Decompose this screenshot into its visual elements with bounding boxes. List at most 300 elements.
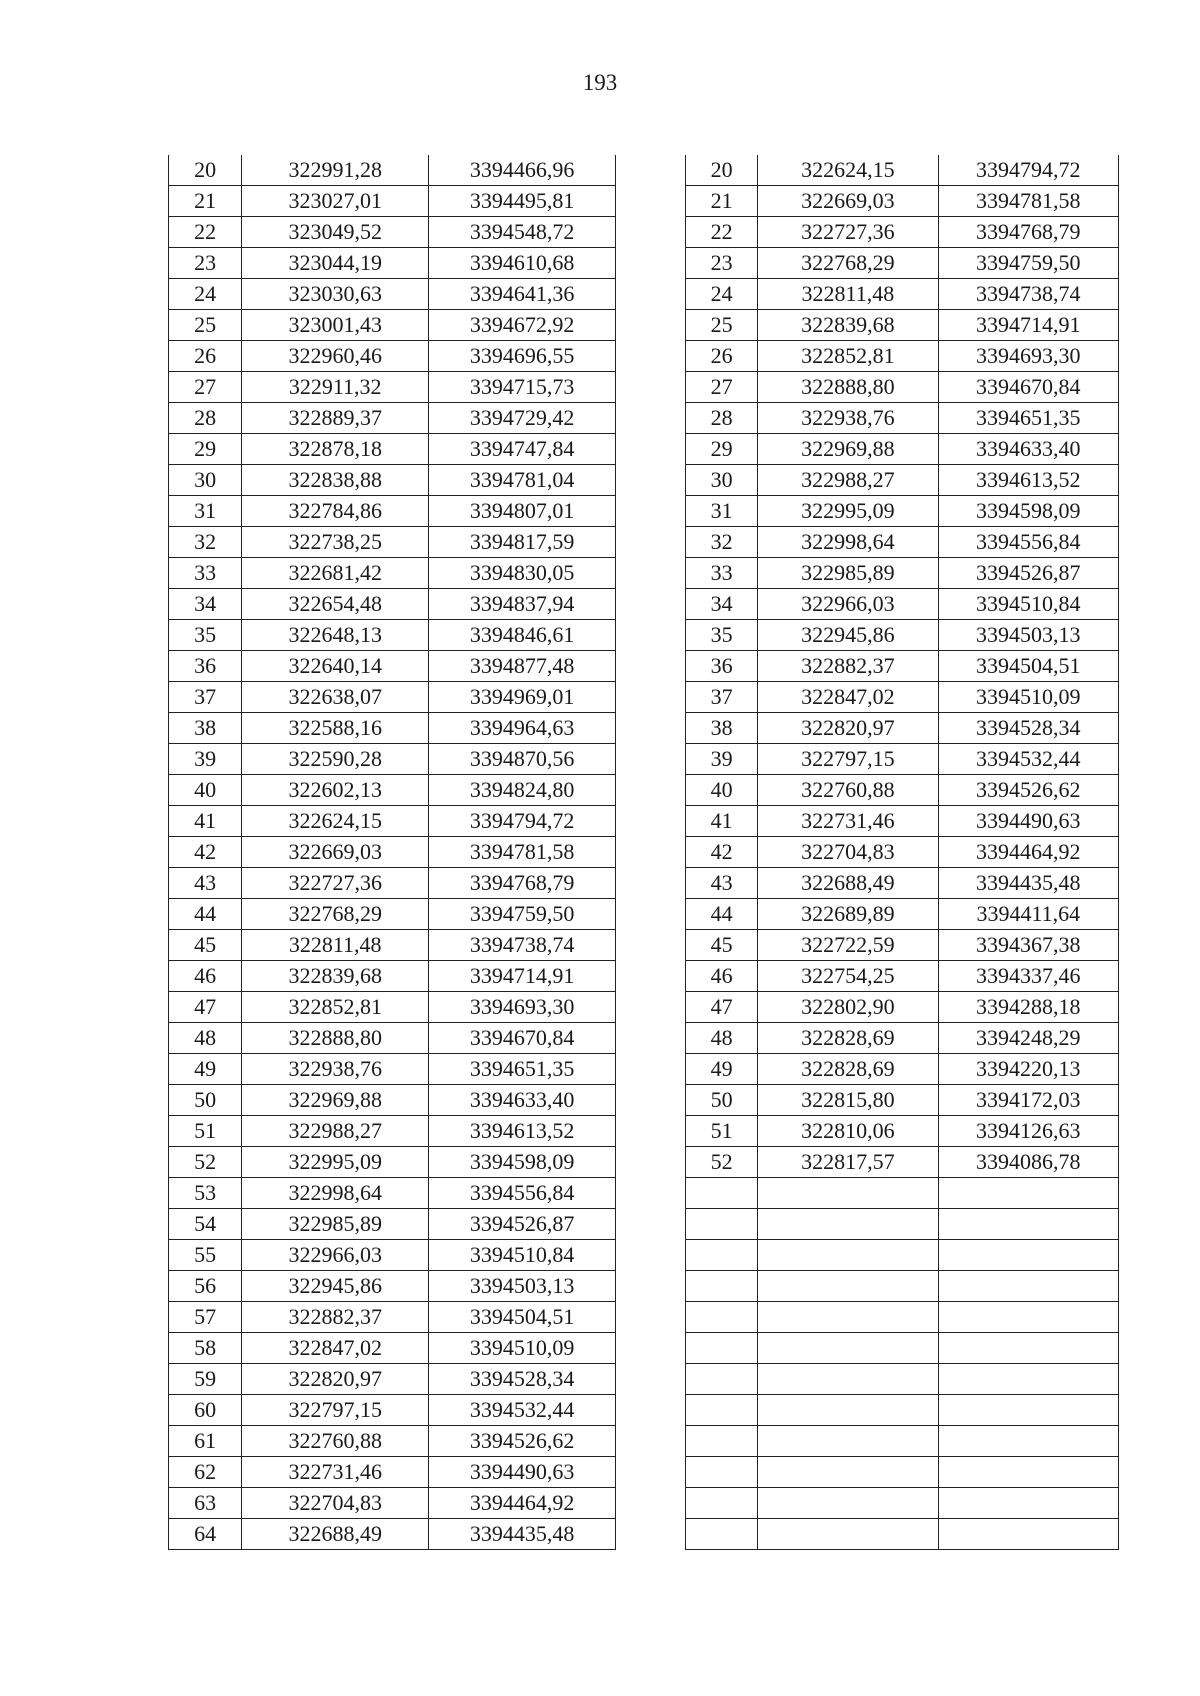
y-coordinate-cell: 3394768,79 [938, 217, 1118, 248]
point-number-cell [686, 1178, 758, 1209]
y-coordinate-cell [938, 1364, 1118, 1395]
point-number-cell: 34 [169, 589, 242, 620]
table-row [686, 1116, 1119, 1147]
x-coordinate-cell: 322731,46 [242, 1457, 429, 1488]
y-coordinate-cell: 3394248,29 [938, 1023, 1118, 1054]
x-coordinate-cell: 322839,68 [758, 310, 938, 341]
table-row [686, 1333, 1119, 1364]
table-row [169, 279, 616, 310]
table-row [169, 310, 616, 341]
x-coordinate-cell: 322768,29 [242, 899, 429, 930]
y-coordinate-cell: 3394781,58 [429, 837, 616, 868]
table-row [169, 372, 616, 403]
y-coordinate-cell: 3394613,52 [938, 465, 1118, 496]
table-row [686, 279, 1119, 310]
table-row [169, 1364, 616, 1395]
x-coordinate-cell: 322640,14 [242, 651, 429, 682]
x-coordinate-cell: 322817,57 [758, 1147, 938, 1178]
point-number-cell: 52 [169, 1147, 242, 1178]
point-number-cell: 62 [169, 1457, 242, 1488]
table-row [169, 465, 616, 496]
x-coordinate-cell: 322689,89 [758, 899, 938, 930]
y-coordinate-cell: 3394738,74 [938, 279, 1118, 310]
point-number-cell: 26 [686, 341, 758, 372]
table-row [686, 341, 1119, 372]
x-coordinate-cell: 322738,25 [242, 527, 429, 558]
x-coordinate-cell: 322760,88 [758, 775, 938, 806]
table-row [169, 496, 616, 527]
point-number-cell: 59 [169, 1364, 242, 1395]
point-number-cell: 32 [169, 527, 242, 558]
x-coordinate-cell: 323030,63 [242, 279, 429, 310]
y-coordinate-cell: 3394526,62 [429, 1426, 616, 1457]
table-row [169, 1240, 616, 1271]
point-number-cell: 28 [169, 403, 242, 434]
x-coordinate-cell: 322969,88 [758, 434, 938, 465]
y-coordinate-cell: 3394729,42 [429, 403, 616, 434]
y-coordinate-cell: 3394969,01 [429, 682, 616, 713]
y-coordinate-cell: 3394528,34 [938, 713, 1118, 744]
x-coordinate-cell [758, 1426, 938, 1457]
y-coordinate-cell: 3394714,91 [429, 961, 616, 992]
point-number-cell: 32 [686, 527, 758, 558]
table-row [169, 403, 616, 434]
x-coordinate-cell: 322590,28 [242, 744, 429, 775]
point-number-cell: 44 [169, 899, 242, 930]
y-coordinate-cell: 3394504,51 [938, 651, 1118, 682]
y-coordinate-cell: 3394526,87 [938, 558, 1118, 589]
x-coordinate-cell: 322669,03 [758, 186, 938, 217]
x-coordinate-cell: 322704,83 [242, 1488, 429, 1519]
left-table-body [169, 155, 616, 1550]
y-coordinate-cell: 3394837,94 [429, 589, 616, 620]
y-coordinate-cell: 3394817,59 [429, 527, 616, 558]
y-coordinate-cell: 3394651,35 [429, 1054, 616, 1085]
point-number-cell: 49 [686, 1054, 758, 1085]
table-row [169, 1209, 616, 1240]
table-row [686, 899, 1119, 930]
y-coordinate-cell: 3394510,84 [429, 1240, 616, 1271]
x-coordinate-cell [758, 1302, 938, 1333]
x-coordinate-cell [758, 1488, 938, 1519]
x-coordinate-cell: 322838,88 [242, 465, 429, 496]
table-row [686, 1426, 1119, 1457]
y-coordinate-cell: 3394738,74 [429, 930, 616, 961]
table-row [686, 403, 1119, 434]
x-coordinate-cell: 322839,68 [242, 961, 429, 992]
table-row [686, 1488, 1119, 1519]
y-coordinate-cell: 3394288,18 [938, 992, 1118, 1023]
table-row [686, 1271, 1119, 1302]
point-number-cell: 53 [169, 1178, 242, 1209]
point-number-cell: 30 [686, 465, 758, 496]
x-coordinate-cell: 322998,64 [758, 527, 938, 558]
table-row [169, 341, 616, 372]
point-number-cell [686, 1457, 758, 1488]
table-row [169, 744, 616, 775]
point-number-cell: 57 [169, 1302, 242, 1333]
left-coordinates-table [168, 155, 616, 1550]
point-number-cell: 24 [169, 279, 242, 310]
table-row [169, 589, 616, 620]
y-coordinate-cell: 3394466,96 [429, 155, 616, 186]
x-coordinate-cell: 323001,43 [242, 310, 429, 341]
table-row [169, 558, 616, 589]
y-coordinate-cell: 3394495,81 [429, 186, 616, 217]
point-number-cell [686, 1302, 758, 1333]
right-coordinates-table [685, 155, 1119, 1550]
x-coordinate-cell: 322802,90 [758, 992, 938, 1023]
x-coordinate-cell [758, 1395, 938, 1426]
point-number-cell [686, 1271, 758, 1302]
x-coordinate-cell: 322960,46 [242, 341, 429, 372]
y-coordinate-cell [938, 1488, 1118, 1519]
point-number-cell: 48 [169, 1023, 242, 1054]
x-coordinate-cell: 322995,09 [242, 1147, 429, 1178]
y-coordinate-cell [938, 1333, 1118, 1364]
table-row [169, 992, 616, 1023]
y-coordinate-cell: 3394526,62 [938, 775, 1118, 806]
x-coordinate-cell: 322998,64 [242, 1178, 429, 1209]
y-coordinate-cell: 3394510,09 [429, 1333, 616, 1364]
y-coordinate-cell: 3394598,09 [938, 496, 1118, 527]
page-number: 193 [582, 70, 618, 95]
x-coordinate-cell: 322985,89 [758, 558, 938, 589]
table-row [686, 372, 1119, 403]
table-row [169, 434, 616, 465]
table-row [686, 1519, 1119, 1550]
point-number-cell: 40 [169, 775, 242, 806]
y-coordinate-cell: 3394598,09 [429, 1147, 616, 1178]
point-number-cell: 21 [169, 186, 242, 217]
x-coordinate-cell: 322811,48 [242, 930, 429, 961]
x-coordinate-cell: 322727,36 [758, 217, 938, 248]
x-coordinate-cell: 322938,76 [758, 403, 938, 434]
y-coordinate-cell: 3394877,48 [429, 651, 616, 682]
y-coordinate-cell: 3394610,68 [429, 248, 616, 279]
x-coordinate-cell: 322722,59 [758, 930, 938, 961]
table-row [169, 1426, 616, 1457]
x-coordinate-cell: 322727,36 [242, 868, 429, 899]
x-coordinate-cell: 322995,09 [758, 496, 938, 527]
x-coordinate-cell: 322991,28 [242, 155, 429, 186]
y-coordinate-cell: 3394411,64 [938, 899, 1118, 930]
point-number-cell: 31 [169, 496, 242, 527]
x-coordinate-cell: 322754,25 [758, 961, 938, 992]
point-number-cell: 21 [686, 186, 758, 217]
point-number-cell: 44 [686, 899, 758, 930]
table-row [686, 527, 1119, 558]
table-row [169, 1147, 616, 1178]
point-number-cell: 47 [686, 992, 758, 1023]
y-coordinate-cell: 3394220,13 [938, 1054, 1118, 1085]
x-coordinate-cell: 323027,01 [242, 186, 429, 217]
y-coordinate-cell: 3394693,30 [429, 992, 616, 1023]
point-number-cell: 46 [686, 961, 758, 992]
x-coordinate-cell: 322688,49 [242, 1519, 429, 1550]
point-number-cell: 22 [169, 217, 242, 248]
y-coordinate-cell: 3394464,92 [429, 1488, 616, 1519]
table-row [686, 775, 1119, 806]
table-row [686, 589, 1119, 620]
y-coordinate-cell: 3394846,61 [429, 620, 616, 651]
x-coordinate-cell: 322852,81 [242, 992, 429, 1023]
y-coordinate-cell [938, 1457, 1118, 1488]
table-row [686, 1240, 1119, 1271]
point-number-cell: 36 [686, 651, 758, 682]
table-row [686, 1023, 1119, 1054]
table-row [169, 1178, 616, 1209]
point-number-cell: 56 [169, 1271, 242, 1302]
y-coordinate-cell: 3394633,40 [938, 434, 1118, 465]
table-row [169, 1023, 616, 1054]
x-coordinate-cell [758, 1209, 938, 1240]
y-coordinate-cell: 3394670,84 [429, 1023, 616, 1054]
table-row [169, 868, 616, 899]
table-row [686, 1457, 1119, 1488]
x-coordinate-cell: 322797,15 [758, 744, 938, 775]
point-number-cell: 20 [169, 155, 242, 186]
y-coordinate-cell [938, 1302, 1118, 1333]
point-number-cell: 34 [686, 589, 758, 620]
table-row [169, 930, 616, 961]
y-coordinate-cell [938, 1426, 1118, 1457]
table-row [686, 558, 1119, 589]
table-row [169, 1457, 616, 1488]
y-coordinate-cell: 3394794,72 [938, 155, 1118, 186]
x-coordinate-cell: 322820,97 [758, 713, 938, 744]
x-coordinate-cell: 322828,69 [758, 1054, 938, 1085]
x-coordinate-cell [758, 1178, 938, 1209]
x-coordinate-cell: 322810,06 [758, 1116, 938, 1147]
y-coordinate-cell: 3394714,91 [938, 310, 1118, 341]
point-number-cell: 42 [169, 837, 242, 868]
x-coordinate-cell: 322847,02 [758, 682, 938, 713]
x-coordinate-cell [758, 1457, 938, 1488]
table-row [686, 496, 1119, 527]
point-number-cell: 30 [169, 465, 242, 496]
y-coordinate-cell: 3394503,13 [429, 1271, 616, 1302]
y-coordinate-cell: 3394532,44 [938, 744, 1118, 775]
x-coordinate-cell: 322602,13 [242, 775, 429, 806]
y-coordinate-cell [938, 1178, 1118, 1209]
point-number-cell: 60 [169, 1395, 242, 1426]
x-coordinate-cell: 322654,48 [242, 589, 429, 620]
y-coordinate-cell: 3394503,13 [938, 620, 1118, 651]
point-number-cell: 50 [169, 1085, 242, 1116]
y-coordinate-cell: 3394672,92 [429, 310, 616, 341]
y-coordinate-cell: 3394768,79 [429, 868, 616, 899]
table-row [686, 1147, 1119, 1178]
y-coordinate-cell: 3394807,01 [429, 496, 616, 527]
table-row [169, 682, 616, 713]
x-coordinate-cell: 322638,07 [242, 682, 429, 713]
point-number-cell: 51 [169, 1116, 242, 1147]
table-row [686, 1302, 1119, 1333]
table-row [686, 434, 1119, 465]
table-row [169, 186, 616, 217]
point-number-cell: 45 [686, 930, 758, 961]
point-number-cell: 63 [169, 1488, 242, 1519]
x-coordinate-cell: 322888,80 [758, 372, 938, 403]
point-number-cell [686, 1364, 758, 1395]
point-number-cell [686, 1519, 758, 1550]
point-number-cell: 43 [686, 868, 758, 899]
table-row [169, 775, 616, 806]
table-row [169, 1302, 616, 1333]
x-coordinate-cell: 322768,29 [758, 248, 938, 279]
table-row [686, 155, 1119, 186]
point-number-cell [686, 1240, 758, 1271]
x-coordinate-cell [758, 1519, 938, 1550]
point-number-cell [686, 1333, 758, 1364]
x-coordinate-cell: 322704,83 [758, 837, 938, 868]
point-number-cell: 26 [169, 341, 242, 372]
table-row [686, 744, 1119, 775]
point-number-cell: 27 [169, 372, 242, 403]
y-coordinate-cell: 3394086,78 [938, 1147, 1118, 1178]
table-row [686, 682, 1119, 713]
y-coordinate-cell: 3394696,55 [429, 341, 616, 372]
x-coordinate-cell: 322889,37 [242, 403, 429, 434]
table-row [686, 713, 1119, 744]
x-coordinate-cell: 322760,88 [242, 1426, 429, 1457]
point-number-cell: 37 [169, 682, 242, 713]
point-number-cell: 36 [169, 651, 242, 682]
y-coordinate-cell: 3394870,56 [429, 744, 616, 775]
point-number-cell: 35 [686, 620, 758, 651]
point-number-cell: 31 [686, 496, 758, 527]
y-coordinate-cell: 3394715,73 [429, 372, 616, 403]
y-coordinate-cell: 3394670,84 [938, 372, 1118, 403]
table-row [686, 248, 1119, 279]
point-number-cell: 38 [686, 713, 758, 744]
x-coordinate-cell: 322784,86 [242, 496, 429, 527]
table-row [686, 186, 1119, 217]
point-number-cell: 43 [169, 868, 242, 899]
point-number-cell: 22 [686, 217, 758, 248]
point-number-cell: 48 [686, 1023, 758, 1054]
point-number-cell: 41 [686, 806, 758, 837]
y-coordinate-cell: 3394556,84 [938, 527, 1118, 558]
table-row [169, 155, 616, 186]
point-number-cell: 64 [169, 1519, 242, 1550]
y-coordinate-cell: 3394172,03 [938, 1085, 1118, 1116]
right-table-body [686, 155, 1119, 1550]
x-coordinate-cell: 322888,80 [242, 1023, 429, 1054]
table-row [686, 1085, 1119, 1116]
y-coordinate-cell: 3394759,50 [938, 248, 1118, 279]
y-coordinate-cell: 3394526,87 [429, 1209, 616, 1240]
y-coordinate-cell [938, 1209, 1118, 1240]
x-coordinate-cell: 322624,15 [758, 155, 938, 186]
table-row [686, 1395, 1119, 1426]
table-row [686, 1178, 1119, 1209]
table-row [169, 806, 616, 837]
x-coordinate-cell: 322938,76 [242, 1054, 429, 1085]
point-number-cell: 42 [686, 837, 758, 868]
x-coordinate-cell: 323049,52 [242, 217, 429, 248]
y-coordinate-cell: 3394337,46 [938, 961, 1118, 992]
x-coordinate-cell [758, 1364, 938, 1395]
y-coordinate-cell: 3394528,34 [429, 1364, 616, 1395]
x-coordinate-cell: 322966,03 [242, 1240, 429, 1271]
x-coordinate-cell: 322945,86 [242, 1271, 429, 1302]
point-number-cell: 38 [169, 713, 242, 744]
x-coordinate-cell: 322878,18 [242, 434, 429, 465]
point-number-cell: 49 [169, 1054, 242, 1085]
table-row [686, 837, 1119, 868]
table-row [686, 620, 1119, 651]
x-coordinate-cell: 322882,37 [242, 1302, 429, 1333]
x-coordinate-cell: 322588,16 [242, 713, 429, 744]
y-coordinate-cell: 3394490,63 [429, 1457, 616, 1488]
table-row [169, 248, 616, 279]
table-row [686, 806, 1119, 837]
y-coordinate-cell: 3394504,51 [429, 1302, 616, 1333]
point-number-cell: 29 [169, 434, 242, 465]
table-row [686, 930, 1119, 961]
x-coordinate-cell: 322820,97 [242, 1364, 429, 1395]
point-number-cell: 23 [169, 248, 242, 279]
point-number-cell: 45 [169, 930, 242, 961]
table-row [169, 1085, 616, 1116]
y-coordinate-cell: 3394464,92 [938, 837, 1118, 868]
y-coordinate-cell: 3394641,36 [429, 279, 616, 310]
y-coordinate-cell: 3394613,52 [429, 1116, 616, 1147]
table-row [686, 992, 1119, 1023]
point-number-cell: 58 [169, 1333, 242, 1364]
y-coordinate-cell: 3394651,35 [938, 403, 1118, 434]
y-coordinate-cell: 3394964,63 [429, 713, 616, 744]
x-coordinate-cell: 322882,37 [758, 651, 938, 682]
point-number-cell: 23 [686, 248, 758, 279]
y-coordinate-cell [938, 1271, 1118, 1302]
table-row [169, 837, 616, 868]
y-coordinate-cell [938, 1519, 1118, 1550]
y-coordinate-cell: 3394126,63 [938, 1116, 1118, 1147]
table-row [686, 868, 1119, 899]
y-coordinate-cell [938, 1240, 1118, 1271]
point-number-cell: 33 [686, 558, 758, 589]
y-coordinate-cell: 3394435,48 [429, 1519, 616, 1550]
table-row [169, 1054, 616, 1085]
table-row [169, 1333, 616, 1364]
y-coordinate-cell: 3394830,05 [429, 558, 616, 589]
x-coordinate-cell: 322847,02 [242, 1333, 429, 1364]
table-row [169, 713, 616, 744]
table-row [169, 899, 616, 930]
x-coordinate-cell: 322828,69 [758, 1023, 938, 1054]
x-coordinate-cell: 322988,27 [758, 465, 938, 496]
point-number-cell: 54 [169, 1209, 242, 1240]
point-number-cell: 39 [686, 744, 758, 775]
table-row [686, 1209, 1119, 1240]
y-coordinate-cell: 3394781,04 [429, 465, 616, 496]
point-number-cell: 55 [169, 1240, 242, 1271]
point-number-cell: 27 [686, 372, 758, 403]
x-coordinate-cell: 322988,27 [242, 1116, 429, 1147]
y-coordinate-cell: 3394759,50 [429, 899, 616, 930]
point-number-cell: 33 [169, 558, 242, 589]
point-number-cell: 40 [686, 775, 758, 806]
point-number-cell [686, 1395, 758, 1426]
point-number-cell: 51 [686, 1116, 758, 1147]
x-coordinate-cell: 323044,19 [242, 248, 429, 279]
table-row [169, 217, 616, 248]
table-row [686, 1054, 1119, 1085]
point-number-cell: 25 [686, 310, 758, 341]
